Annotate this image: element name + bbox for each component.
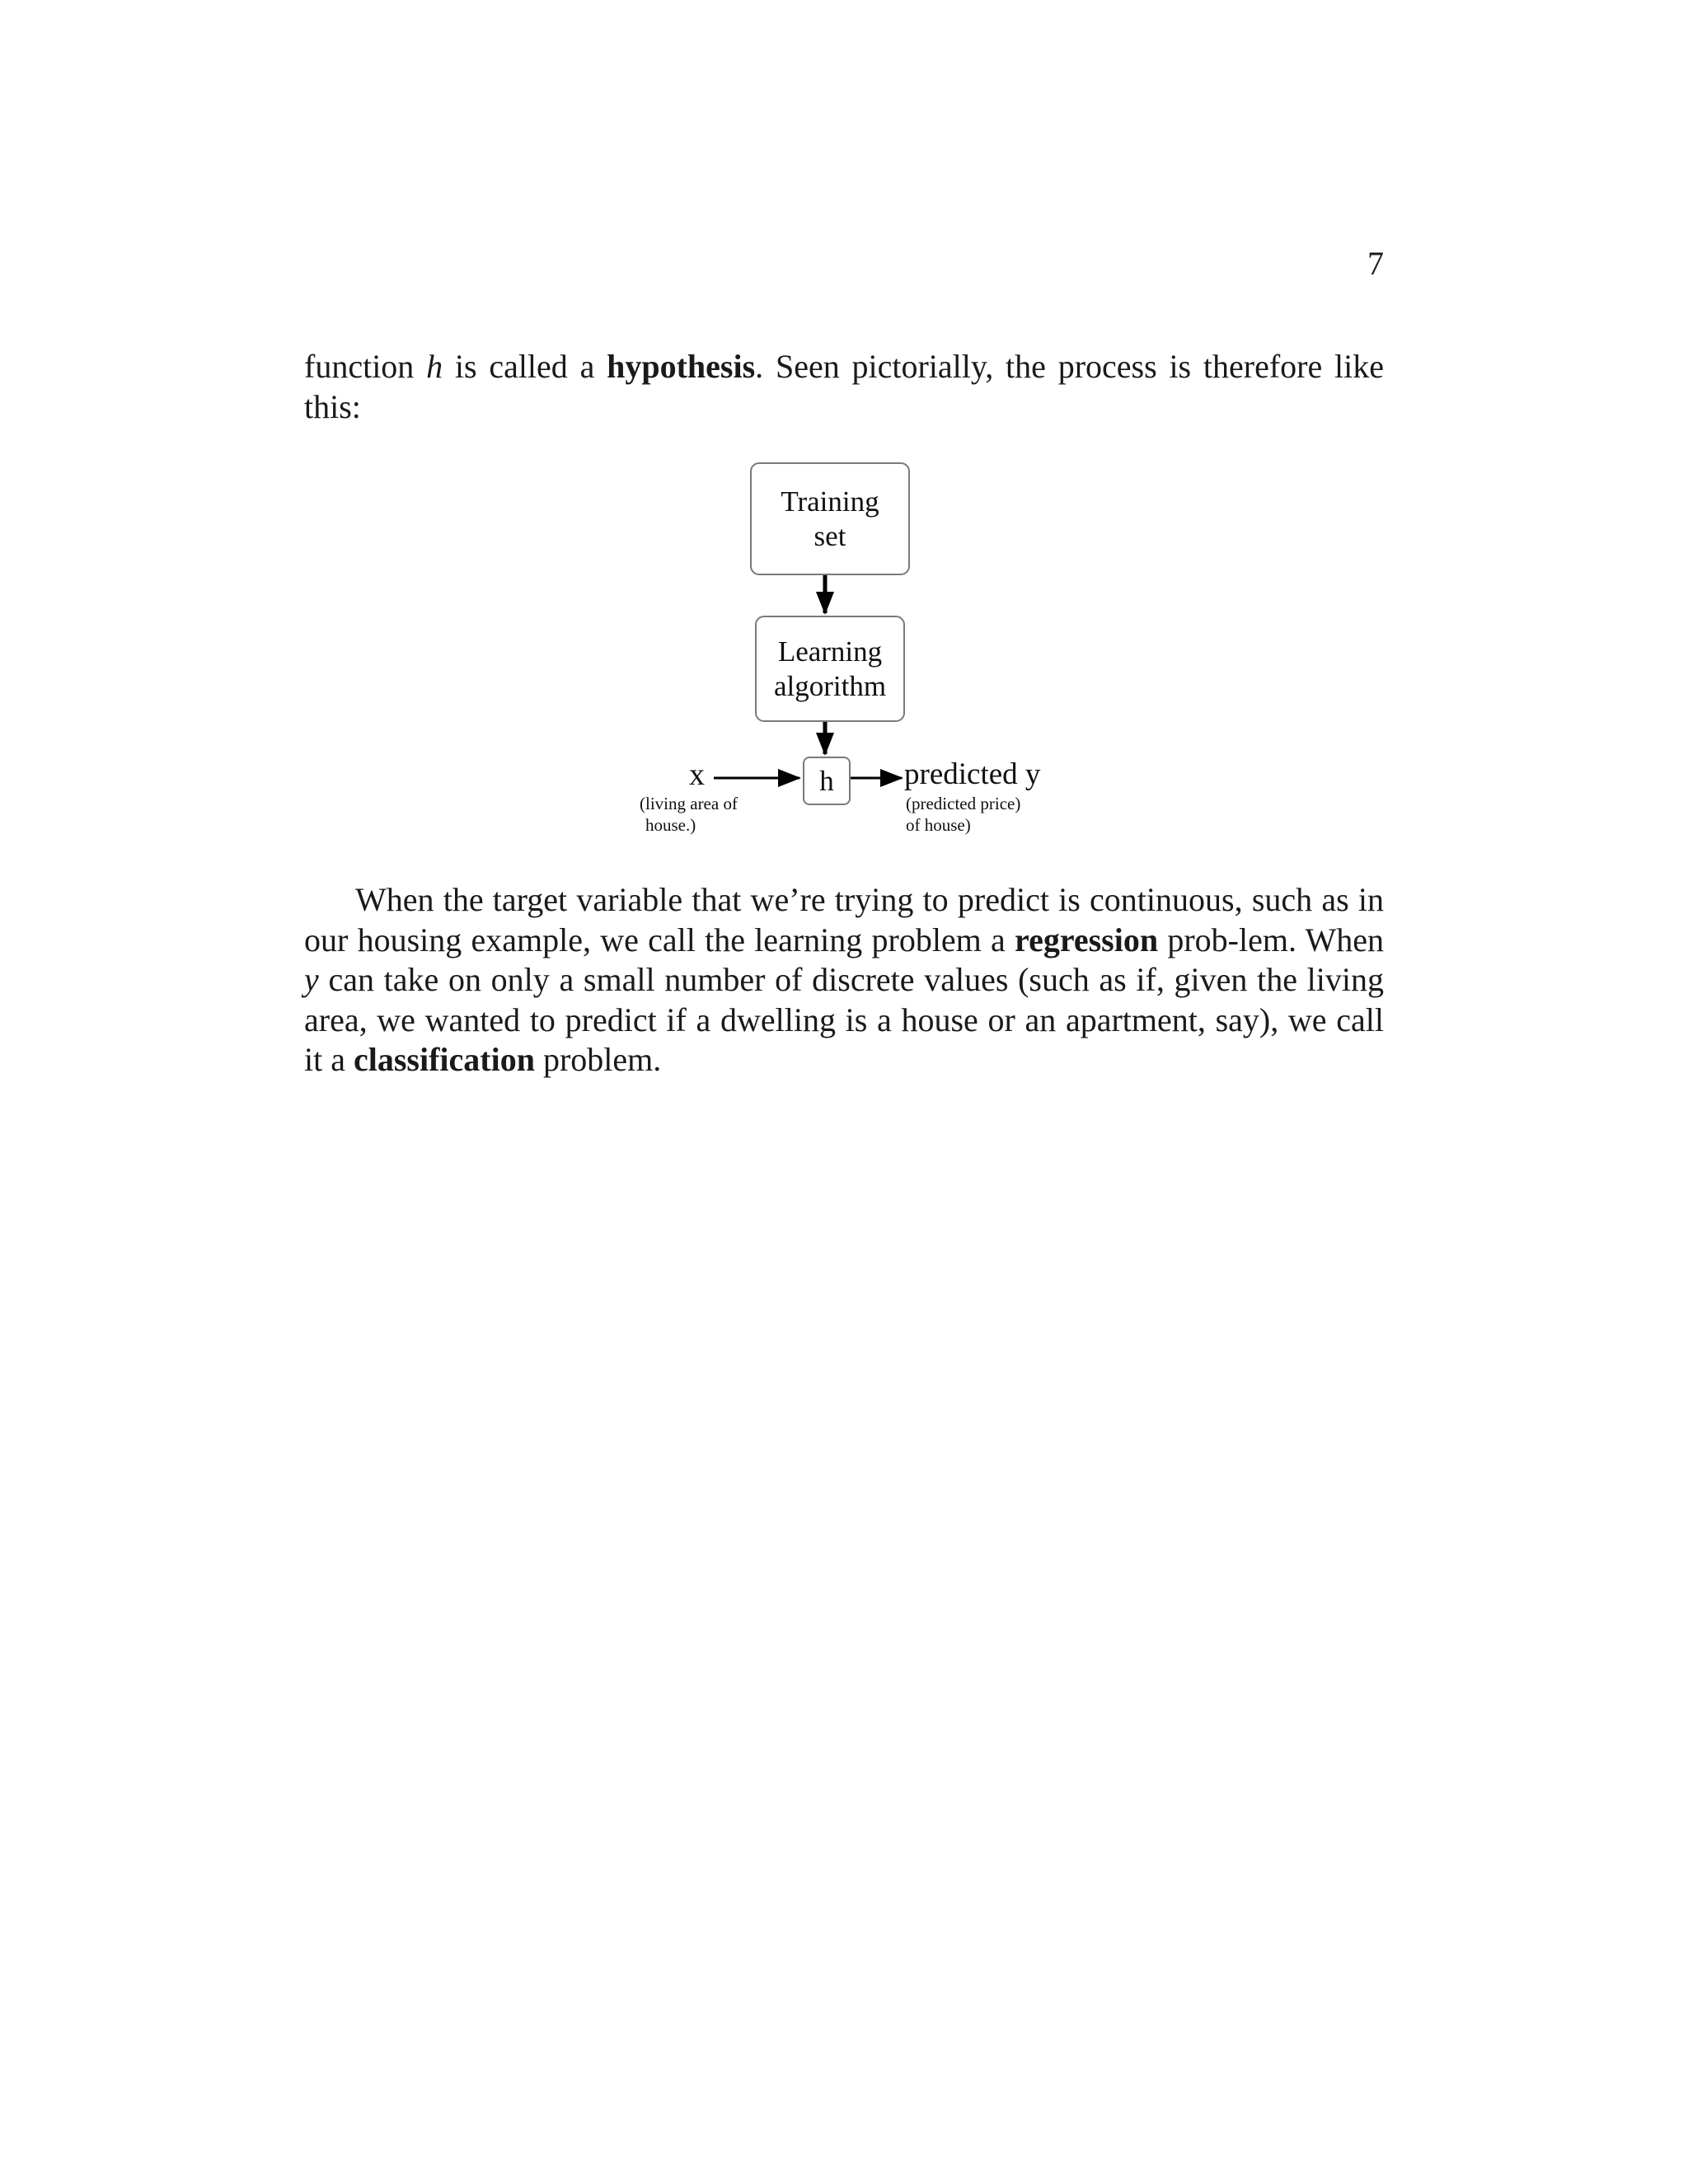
text-run: is called a <box>443 348 607 385</box>
learning-algorithm-line-1: Learning <box>777 635 883 668</box>
paragraph-hypothesis <box>304 347 1384 427</box>
term-classification: classification <box>353 1041 535 1078</box>
term-regression: regression <box>1015 921 1159 958</box>
page-number: 7 <box>1367 245 1384 282</box>
output-note-line-2: of house) <box>906 815 971 835</box>
input-note-line-2: house.) <box>645 815 696 835</box>
training-set-line-1: Training <box>781 485 879 518</box>
hypothesis-box-label: h <box>819 764 834 797</box>
paragraph-regression-classification <box>304 880 1384 1080</box>
term-hypothesis: hypothesis <box>607 348 756 385</box>
output-note-line-1: (predicted price) <box>906 794 1021 813</box>
learning-algorithm-line-2: algorithm <box>773 669 887 702</box>
learning-algorithm-box <box>755 616 905 722</box>
text-run: can take on only a small number of discrete values (such as if, given the living area, we wanted to predict if a dwelling is a house or an apartment, say), we call it a <box>304 961 1384 1078</box>
math-y: y <box>304 961 319 998</box>
text-run: . Seen pictorially, the process is therefore like this: <box>304 348 1384 425</box>
training-set-line-2: set <box>814 519 846 552</box>
output-predicted-y-label: predicted y <box>904 757 1041 791</box>
text-run: When the target variable that we’re trying to predict is continuous, such as in our housing example, we call the learning problem a <box>304 881 1384 958</box>
text-run: problem. <box>534 1041 662 1078</box>
hypothesis-box <box>803 757 851 805</box>
training-set-box <box>750 462 910 575</box>
text-run: prob-lem. When <box>1158 921 1385 958</box>
math-h: h <box>426 348 443 385</box>
input-x-label: x <box>689 757 705 792</box>
input-note-line-1: (living area of <box>640 794 738 813</box>
text-run: function <box>304 348 427 385</box>
